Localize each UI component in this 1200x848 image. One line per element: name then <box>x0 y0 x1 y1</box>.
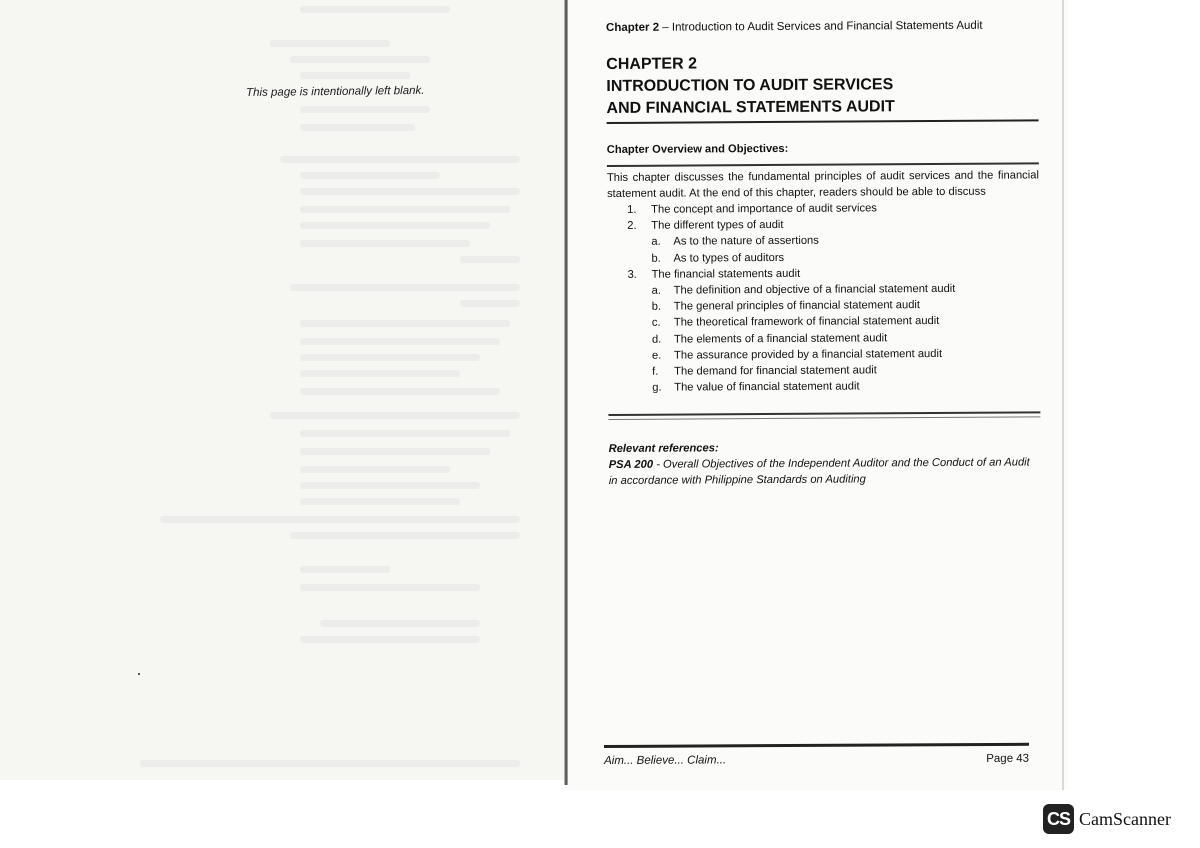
objective-text: The financial statements audit <box>651 267 801 281</box>
sub-objective-letter: d. <box>651 333 662 346</box>
overview-heading: Chapter Overview and Objectives: <box>606 142 789 156</box>
sub-objective-text: The value of financial statement audit <box>674 380 860 394</box>
sub-objective-letter: a. <box>651 236 661 249</box>
running-head <box>606 19 1038 34</box>
sub-objective-letter: g. <box>652 381 662 394</box>
sub-objective-text: The general principles of financial statement audit <box>673 299 921 313</box>
running-head-separator: – <box>659 21 672 34</box>
section-divider <box>608 412 1040 421</box>
left-page <box>0 0 566 780</box>
sub-objective-item <box>652 378 1040 397</box>
stray-mark <box>138 673 140 675</box>
sub-objective-letter: b. <box>651 300 662 313</box>
footer-motto: Aim... Believe... Claim... <box>604 754 727 767</box>
sub-objectives-list <box>651 232 1039 267</box>
chapter-title-line: AND FINANCIAL STATEMENTS AUDIT <box>606 98 895 117</box>
overview-text: This chapter discusses the fundamental principles of audit services and the financial statement audit. At the end of this chapter, readers should be able to discuss <box>606 169 1039 200</box>
sub-objective-text: The assurance provided by a financial statement audit <box>674 347 943 362</box>
sub-objective-text: The definition and objective of a financial statement audit <box>673 282 956 297</box>
overview-rule <box>607 162 1039 167</box>
sub-objective-text: The elements of a financial statement audit <box>673 331 888 346</box>
reference-entry <box>609 455 1041 490</box>
camscanner-watermark <box>1043 804 1171 834</box>
camscanner-logo-icon: CS <box>1043 804 1074 834</box>
objective-item <box>607 216 1039 267</box>
references-heading: Relevant references: <box>608 442 719 456</box>
sub-objective-letter: a. <box>651 284 662 297</box>
sub-objective-letter: b. <box>651 252 661 265</box>
objectives-list <box>607 199 1040 396</box>
running-head-title: Introduction to Audit Services and Financial Statements Audit <box>671 19 983 34</box>
page-number: Page 43 <box>986 752 1030 765</box>
sub-objectives-list <box>652 280 1041 396</box>
objective-number: 2. <box>627 220 637 233</box>
chapter-title-line: CHAPTER 2 <box>606 55 697 73</box>
running-head-chapter: Chapter 2 <box>606 21 660 34</box>
sub-objective-letter: c. <box>651 317 661 330</box>
sub-objective-letter: f. <box>652 365 659 378</box>
chapter-title-line: INTRODUCTION TO AUDIT SERVICES <box>606 76 894 95</box>
sub-objective-text: As to types of auditors <box>673 251 785 265</box>
objective-text: The concept and importance of audit services <box>651 202 877 216</box>
sub-objective-text: The demand for financial statement audit <box>674 364 877 378</box>
page-edge <box>1062 0 1064 790</box>
sub-objective-letter: e. <box>652 349 662 362</box>
camscanner-name: CamScanner <box>1079 808 1171 829</box>
blank-page-note: This page is intentionally left blank. <box>246 84 425 99</box>
objective-item <box>607 264 1040 396</box>
references-section <box>609 439 1041 490</box>
page-content <box>606 19 1041 489</box>
chapter-title <box>606 51 1038 120</box>
objective-number: 1. <box>627 203 637 216</box>
sub-objective-text: The theoretical framework of financial statement audit <box>673 315 940 330</box>
reference-code: PSA 200 <box>608 459 654 472</box>
page-footer <box>604 743 1029 767</box>
reference-text: - Overall Objectives of the Independent Auditor and the Conduct of an Audit in accordance with Philippine Standards on Auditing <box>608 456 1030 488</box>
objective-text: The different types of audit <box>651 219 784 232</box>
sub-objective-text: As to the nature of assertions <box>673 235 819 248</box>
objective-number: 3. <box>627 268 637 281</box>
title-rule <box>607 119 1039 124</box>
